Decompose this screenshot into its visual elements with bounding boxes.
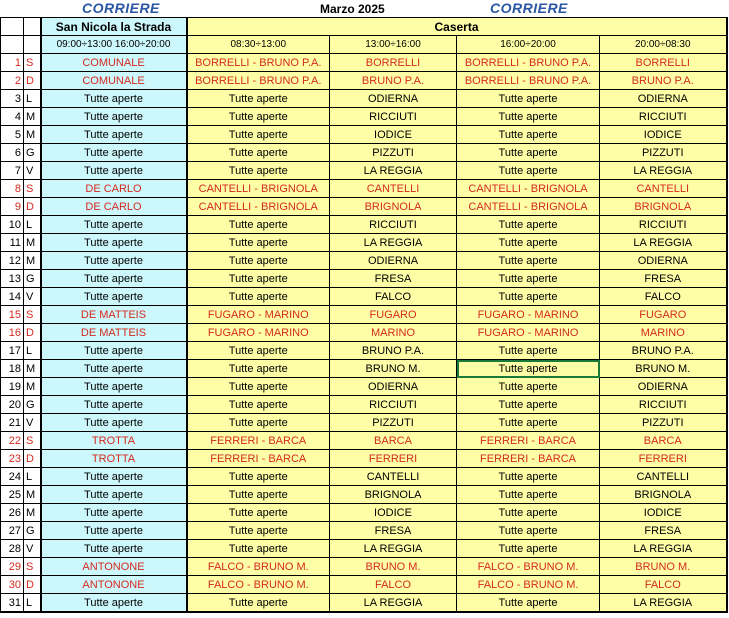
table-row xyxy=(1,108,727,126)
day-number[interactable]: 4 xyxy=(1,108,24,126)
caserta-slot-3-cell[interactable]: FALCO - BRUNO M. xyxy=(457,558,600,576)
caserta-slot-4-cell[interactable]: BRUNO P.A. xyxy=(600,342,727,360)
day-of-week[interactable]: D xyxy=(24,324,41,342)
table-row xyxy=(1,522,727,540)
caserta-slot-2-cell[interactable]: BRUNO M. xyxy=(330,360,457,378)
caserta-slot-3-cell[interactable]: Tutte aperte xyxy=(457,396,600,414)
caserta-slot-2-cell[interactable]: LA REGGIA xyxy=(330,162,457,180)
day-number[interactable]: 13 xyxy=(1,270,24,288)
table-row xyxy=(1,414,727,432)
caserta-slot-2-cell[interactable]: RICCIUTI xyxy=(330,108,457,126)
san-nicola-cell[interactable]: Tutte aperte xyxy=(41,486,187,504)
caserta-slot-2-cell[interactable]: BRUNO P.A. xyxy=(330,342,457,360)
day-number[interactable]: 8 xyxy=(1,180,24,198)
corriere-logo-right: CORRIERE xyxy=(490,0,568,16)
san-nicola-cell[interactable]: Tutte aperte xyxy=(41,216,187,234)
table-row xyxy=(1,144,727,162)
day-of-week[interactable]: D xyxy=(24,450,41,468)
time-slot-2[interactable]: 13:00÷16:00 xyxy=(330,36,457,54)
day-number[interactable]: 29 xyxy=(1,558,24,576)
day-number[interactable]: 19 xyxy=(1,378,24,396)
day-number[interactable]: 24 xyxy=(1,468,24,486)
san-nicola-time[interactable]: 09:00÷13:00 16:00÷20:00 xyxy=(41,36,187,54)
day-number[interactable]: 16 xyxy=(1,324,24,342)
day-of-week[interactable]: D xyxy=(24,72,41,90)
table-row xyxy=(1,558,727,576)
day-of-week[interactable]: S xyxy=(24,54,41,72)
caserta-slot-3-cell[interactable]: Tutte aperte xyxy=(457,234,600,252)
caserta-slot-1-cell[interactable]: FERRERI - BARCA xyxy=(187,450,330,468)
caserta-slot-3-cell[interactable]: Tutte aperte xyxy=(457,486,600,504)
table-row xyxy=(1,432,727,450)
day-of-week[interactable]: M xyxy=(24,504,41,522)
caserta-slot-2-cell[interactable]: FRESA xyxy=(330,522,457,540)
day-of-week[interactable]: M xyxy=(24,108,41,126)
caserta-slot-2-cell[interactable]: LA REGGIA xyxy=(330,540,457,558)
day-number[interactable]: 18 xyxy=(1,360,24,378)
schedule-table xyxy=(0,17,728,613)
caserta-slot-3-cell[interactable]: Tutte aperte xyxy=(457,270,600,288)
san-nicola-cell[interactable]: Tutte aperte xyxy=(41,396,187,414)
table-row xyxy=(1,90,727,108)
day-of-week[interactable]: M xyxy=(24,378,41,396)
day-number[interactable]: 9 xyxy=(1,198,24,216)
caserta-slot-2-cell[interactable]: FALCO xyxy=(330,288,457,306)
day-number[interactable]: 11 xyxy=(1,234,24,252)
day-of-week[interactable]: D xyxy=(24,576,41,594)
caserta-slot-3-cell[interactable]: FUGARO - MARINO xyxy=(457,306,600,324)
table-row xyxy=(1,288,727,306)
caserta-slot-1-cell[interactable]: Tutte aperte xyxy=(187,216,330,234)
caserta-slot-3-cell[interactable]: Tutte aperte xyxy=(457,162,600,180)
table-row xyxy=(1,126,727,144)
day-of-week[interactable]: M xyxy=(24,252,41,270)
caserta-slot-4-cell[interactable]: LA REGGIA xyxy=(600,540,727,558)
san-nicola-cell[interactable]: TROTTA xyxy=(41,450,187,468)
day-of-week[interactable]: M xyxy=(24,126,41,144)
caserta-slot-1-cell[interactable]: Tutte aperte xyxy=(187,522,330,540)
caserta-slot-3-cell[interactable]: Tutte aperte xyxy=(457,414,600,432)
day-of-week[interactable]: L xyxy=(24,594,41,613)
caserta-slot-4-cell[interactable]: IODICE xyxy=(600,126,727,144)
san-nicola-cell[interactable]: Tutte aperte xyxy=(41,234,187,252)
san-nicola-cell[interactable]: Tutte aperte xyxy=(41,90,187,108)
caserta-slot-4-cell[interactable]: FALCO xyxy=(600,576,727,594)
caserta-slot-2-cell[interactable]: BARCA xyxy=(330,432,457,450)
caserta-slot-1-cell[interactable]: Tutte aperte xyxy=(187,378,330,396)
san-nicola-cell[interactable]: Tutte aperte xyxy=(41,540,187,558)
caserta-slot-4-cell[interactable]: LA REGGIA xyxy=(600,162,727,180)
day-number[interactable]: 25 xyxy=(1,486,24,504)
day-of-week[interactable]: G xyxy=(24,396,41,414)
san-nicola-cell[interactable]: Tutte aperte xyxy=(41,468,187,486)
day-of-week[interactable]: M xyxy=(24,360,41,378)
caserta-slot-3-cell[interactable]: Tutte aperte xyxy=(457,594,600,613)
san-nicola-cell[interactable]: Tutte aperte xyxy=(41,288,187,306)
san-nicola-cell[interactable]: DE CARLO xyxy=(41,198,187,216)
san-nicola-cell[interactable]: COMUNALE xyxy=(41,54,187,72)
caserta-slot-2-cell[interactable]: RICCIUTI xyxy=(330,396,457,414)
caserta-slot-4-cell[interactable]: BRIGNOLA xyxy=(600,486,727,504)
caserta-slot-4-cell[interactable]: ODIERNA xyxy=(600,252,727,270)
caserta-slot-1-cell[interactable]: BORRELLI - BRUNO P.A. xyxy=(187,54,330,72)
caserta-slot-2-cell[interactable]: RICCIUTI xyxy=(330,216,457,234)
caserta-slot-3-cell[interactable]: Tutte aperte xyxy=(457,144,600,162)
caserta-slot-1-cell[interactable]: Tutte aperte xyxy=(187,288,330,306)
table-row xyxy=(1,324,727,342)
caserta-slot-3-cell[interactable]: Tutte aperte xyxy=(457,378,600,396)
san-nicola-cell[interactable]: Tutte aperte xyxy=(41,378,187,396)
san-nicola-cell[interactable]: Tutte aperte xyxy=(41,252,187,270)
caserta-slot-3-cell[interactable]: Tutte aperte xyxy=(457,126,600,144)
day-number[interactable]: 28 xyxy=(1,540,24,558)
caserta-slot-2-cell[interactable]: IODICE xyxy=(330,504,457,522)
day-of-week[interactable]: G xyxy=(24,522,41,540)
caserta-slot-1-cell[interactable]: FUGARO - MARINO xyxy=(187,306,330,324)
caserta-slot-4-cell[interactable]: BRUNO M. xyxy=(600,360,727,378)
caserta-header[interactable]: Caserta xyxy=(187,18,727,36)
day-number[interactable]: 7 xyxy=(1,162,24,180)
table-row xyxy=(1,54,727,72)
caserta-slot-1-cell[interactable]: CANTELLI - BRIGNOLA xyxy=(187,198,330,216)
day-number[interactable]: 6 xyxy=(1,144,24,162)
day-number[interactable]: 17 xyxy=(1,342,24,360)
caserta-slot-3-cell[interactable]: BORRELLI - BRUNO P.A. xyxy=(457,54,600,72)
caserta-slot-2-cell[interactable]: CANTELLI xyxy=(330,180,457,198)
day-of-week[interactable]: V xyxy=(24,162,41,180)
day-of-week[interactable]: L xyxy=(24,216,41,234)
san-nicola-cell[interactable]: DE MATTEIS xyxy=(41,324,187,342)
caserta-slot-2-cell[interactable]: PIZZUTI xyxy=(330,414,457,432)
day-number[interactable]: 10 xyxy=(1,216,24,234)
table-row xyxy=(1,468,727,486)
caserta-slot-3-cell[interactable]: Tutte aperte xyxy=(457,108,600,126)
caserta-slot-1-cell[interactable]: FALCO - BRUNO M. xyxy=(187,576,330,594)
time-slot-3[interactable]: 16:00÷20:00 xyxy=(457,36,600,54)
caserta-slot-2-cell[interactable]: FERRERI xyxy=(330,450,457,468)
corner-cell[interactable] xyxy=(1,18,24,36)
day-of-week[interactable]: V xyxy=(24,288,41,306)
sheet-top-strip xyxy=(0,0,729,17)
caserta-slot-3-cell[interactable]: Tutte aperte xyxy=(457,216,600,234)
caserta-slot-2-cell[interactable]: ODIERNA xyxy=(330,252,457,270)
day-of-week[interactable]: V xyxy=(24,414,41,432)
day-number[interactable]: 30 xyxy=(1,576,24,594)
caserta-slot-4-cell[interactable]: ODIERNA xyxy=(600,90,727,108)
caserta-slot-4-cell[interactable]: LA REGGIA xyxy=(600,594,727,613)
day-of-week[interactable]: D xyxy=(24,198,41,216)
day-of-week[interactable]: M xyxy=(24,486,41,504)
table-row xyxy=(1,504,727,522)
day-of-week[interactable]: G xyxy=(24,144,41,162)
table-row xyxy=(1,216,727,234)
caserta-slot-1-cell[interactable]: Tutte aperte xyxy=(187,126,330,144)
day-number[interactable]: 21 xyxy=(1,414,24,432)
san-nicola-cell[interactable]: Tutte aperte xyxy=(41,162,187,180)
page-title: Marzo 2025 xyxy=(320,2,385,16)
table-row xyxy=(1,540,727,558)
caserta-slot-2-cell[interactable]: BORRELLI xyxy=(330,54,457,72)
day-of-week[interactable]: V xyxy=(24,540,41,558)
caserta-slot-3-cell[interactable]: BORRELLI - BRUNO P.A. xyxy=(457,72,600,90)
day-of-week[interactable]: S xyxy=(24,180,41,198)
caserta-slot-2-cell[interactable]: CANTELLI xyxy=(330,468,457,486)
day-number[interactable]: 12 xyxy=(1,252,24,270)
caserta-slot-1-cell[interactable]: Tutte aperte xyxy=(187,342,330,360)
caserta-slot-2-cell[interactable]: PIZZUTI xyxy=(330,144,457,162)
table-row xyxy=(1,396,727,414)
caserta-slot-4-cell[interactable]: FERRERI xyxy=(600,450,727,468)
caserta-slot-4-cell[interactable]: BORRELLI xyxy=(600,54,727,72)
corner-cell-3[interactable] xyxy=(1,36,24,54)
table-row xyxy=(1,486,727,504)
time-slot-4[interactable]: 20:00÷08:30 xyxy=(600,36,727,54)
day-number[interactable]: 22 xyxy=(1,432,24,450)
table-row xyxy=(1,360,727,378)
caserta-slot-4-cell[interactable]: BARCA xyxy=(600,432,727,450)
caserta-slot-4-cell[interactable]: ODIERNA xyxy=(600,378,727,396)
caserta-slot-1-cell[interactable]: Tutte aperte xyxy=(187,252,330,270)
caserta-slot-4-cell[interactable]: CANTELLI xyxy=(600,180,727,198)
corner-cell-4[interactable] xyxy=(24,36,41,54)
table-row xyxy=(1,180,727,198)
caserta-slot-1-cell[interactable]: Tutte aperte xyxy=(187,234,330,252)
caserta-slot-1-cell[interactable]: FERRERI - BARCA xyxy=(187,432,330,450)
table-row xyxy=(1,576,727,594)
caserta-slot-4-cell[interactable]: RICCIUTI xyxy=(600,108,727,126)
caserta-slot-4-cell[interactable]: IODICE xyxy=(600,504,727,522)
caserta-slot-4-cell[interactable]: FALCO xyxy=(600,288,727,306)
table-row xyxy=(1,306,727,324)
caserta-slot-2-cell[interactable]: LA REGGIA xyxy=(330,234,457,252)
caserta-slot-3-cell[interactable]: Tutte aperte xyxy=(457,468,600,486)
caserta-slot-3-cell[interactable]: FALCO - BRUNO M. xyxy=(457,576,600,594)
day-of-week[interactable]: L xyxy=(24,90,41,108)
san-nicola-cell[interactable]: Tutte aperte xyxy=(41,270,187,288)
caserta-slot-1-cell[interactable]: Tutte aperte xyxy=(187,162,330,180)
caserta-slot-3-cell[interactable]: Tutte aperte xyxy=(457,90,600,108)
time-slot-1[interactable]: 08:30÷13:00 xyxy=(187,36,330,54)
day-number[interactable]: 5 xyxy=(1,126,24,144)
caserta-slot-3-cell[interactable]: Tutte aperte xyxy=(457,360,600,378)
day-number[interactable]: 15 xyxy=(1,306,24,324)
san-nicola-cell[interactable]: Tutte aperte xyxy=(41,594,187,613)
caserta-slot-2-cell[interactable]: FRESA xyxy=(330,270,457,288)
caserta-slot-4-cell[interactable]: PIZZUTI xyxy=(600,144,727,162)
caserta-slot-4-cell[interactable]: CANTELLI xyxy=(600,468,727,486)
corriere-logo-left: CORRIERE xyxy=(82,0,160,16)
caserta-slot-3-cell[interactable]: Tutte aperte xyxy=(457,540,600,558)
caserta-slot-2-cell[interactable]: MARINO xyxy=(330,324,457,342)
day-of-week[interactable]: L xyxy=(24,468,41,486)
caserta-slot-4-cell[interactable]: PIZZUTI xyxy=(600,414,727,432)
table-row xyxy=(1,450,727,468)
san-nicola-cell[interactable]: ANTONONE xyxy=(41,558,187,576)
san-nicola-header[interactable]: San Nicola la Strada xyxy=(41,18,187,36)
caserta-slot-4-cell[interactable]: FRESA xyxy=(600,522,727,540)
table-row xyxy=(1,378,727,396)
caserta-slot-1-cell[interactable]: CANTELLI - BRIGNOLA xyxy=(187,180,330,198)
table-row xyxy=(1,252,727,270)
caserta-slot-1-cell[interactable]: Tutte aperte xyxy=(187,414,330,432)
day-number[interactable]: 20 xyxy=(1,396,24,414)
caserta-slot-3-cell[interactable]: Tutte aperte xyxy=(457,522,600,540)
caserta-slot-4-cell[interactable]: LA REGGIA xyxy=(600,234,727,252)
day-number[interactable]: 27 xyxy=(1,522,24,540)
caserta-slot-1-cell[interactable]: Tutte aperte xyxy=(187,468,330,486)
san-nicola-cell[interactable]: Tutte aperte xyxy=(41,504,187,522)
san-nicola-cell[interactable]: Tutte aperte xyxy=(41,414,187,432)
caserta-slot-4-cell[interactable]: BRIGNOLA xyxy=(600,198,727,216)
caserta-slot-3-cell[interactable]: Tutte aperte xyxy=(457,342,600,360)
caserta-slot-2-cell[interactable]: BRUNO P.A. xyxy=(330,72,457,90)
caserta-slot-4-cell[interactable]: RICCIUTI xyxy=(600,216,727,234)
san-nicola-cell[interactable]: Tutte aperte xyxy=(41,342,187,360)
table-row xyxy=(1,162,727,180)
caserta-slot-4-cell[interactable]: BRUNO P.A. xyxy=(600,72,727,90)
day-of-week[interactable]: S xyxy=(24,558,41,576)
caserta-slot-1-cell[interactable]: Tutte aperte xyxy=(187,270,330,288)
caserta-slot-1-cell[interactable]: Tutte aperte xyxy=(187,396,330,414)
caserta-slot-4-cell[interactable]: FRESA xyxy=(600,270,727,288)
table-row xyxy=(1,270,727,288)
caserta-slot-1-cell[interactable]: FALCO - BRUNO M. xyxy=(187,558,330,576)
caserta-slot-2-cell[interactable]: BRIGNOLA xyxy=(330,486,457,504)
caserta-slot-4-cell[interactable]: FUGARO xyxy=(600,306,727,324)
caserta-slot-2-cell[interactable]: IODICE xyxy=(330,126,457,144)
caserta-slot-2-cell[interactable]: BRUNO M. xyxy=(330,558,457,576)
table-row xyxy=(1,594,727,613)
caserta-slot-2-cell[interactable]: ODIERNA xyxy=(330,90,457,108)
table-row xyxy=(1,72,727,90)
caserta-slot-1-cell[interactable]: Tutte aperte xyxy=(187,594,330,613)
caserta-slot-1-cell[interactable]: BORRELLI - BRUNO P.A. xyxy=(187,72,330,90)
san-nicola-cell[interactable]: Tutte aperte xyxy=(41,522,187,540)
caserta-slot-3-cell[interactable]: Tutte aperte xyxy=(457,252,600,270)
day-of-week[interactable]: L xyxy=(24,342,41,360)
day-of-week[interactable]: S xyxy=(24,306,41,324)
san-nicola-cell[interactable]: DE CARLO xyxy=(41,180,187,198)
san-nicola-cell[interactable]: Tutte aperte xyxy=(41,126,187,144)
caserta-slot-1-cell[interactable]: Tutte aperte xyxy=(187,90,330,108)
day-number[interactable]: 1 xyxy=(1,54,24,72)
caserta-slot-3-cell[interactable]: CANTELLI - BRIGNOLA xyxy=(457,180,600,198)
table-row xyxy=(1,342,727,360)
day-number[interactable]: 14 xyxy=(1,288,24,306)
day-of-week[interactable]: M xyxy=(24,234,41,252)
caserta-slot-2-cell[interactable]: LA REGGIA xyxy=(330,594,457,613)
san-nicola-cell[interactable]: ANTONONE xyxy=(41,576,187,594)
caserta-slot-1-cell[interactable]: Tutte aperte xyxy=(187,504,330,522)
table-row xyxy=(1,198,727,216)
caserta-slot-3-cell[interactable]: FERRERI - BARCA xyxy=(457,432,600,450)
caserta-slot-2-cell[interactable]: FALCO xyxy=(330,576,457,594)
caserta-slot-2-cell[interactable]: FUGARO xyxy=(330,306,457,324)
day-of-week[interactable]: G xyxy=(24,270,41,288)
day-of-week[interactable]: S xyxy=(24,432,41,450)
day-number[interactable]: 26 xyxy=(1,504,24,522)
caserta-slot-2-cell[interactable]: ODIERNA xyxy=(330,378,457,396)
corner-cell-2[interactable] xyxy=(24,18,41,36)
caserta-slot-3-cell[interactable]: FUGARO - MARINO xyxy=(457,324,600,342)
san-nicola-cell[interactable]: Tutte aperte xyxy=(41,144,187,162)
san-nicola-cell[interactable]: DE MATTEIS xyxy=(41,306,187,324)
caserta-slot-2-cell[interactable]: BRIGNOLA xyxy=(330,198,457,216)
caserta-slot-4-cell[interactable]: BRUNO M. xyxy=(600,558,727,576)
caserta-slot-1-cell[interactable]: FUGARO - MARINO xyxy=(187,324,330,342)
day-number[interactable]: 3 xyxy=(1,90,24,108)
caserta-slot-4-cell[interactable]: RICCIUTI xyxy=(600,396,727,414)
san-nicola-cell[interactable]: TROTTA xyxy=(41,432,187,450)
caserta-slot-1-cell[interactable]: Tutte aperte xyxy=(187,144,330,162)
caserta-slot-1-cell[interactable]: Tutte aperte xyxy=(187,108,330,126)
caserta-slot-4-cell[interactable]: MARINO xyxy=(600,324,727,342)
caserta-slot-1-cell[interactable]: Tutte aperte xyxy=(187,360,330,378)
caserta-slot-3-cell[interactable]: Tutte aperte xyxy=(457,504,600,522)
caserta-slot-3-cell[interactable]: FERRERI - BARCA xyxy=(457,450,600,468)
san-nicola-cell[interactable]: Tutte aperte xyxy=(41,360,187,378)
caserta-slot-1-cell[interactable]: Tutte aperte xyxy=(187,486,330,504)
san-nicola-cell[interactable]: Tutte aperte xyxy=(41,108,187,126)
day-number[interactable]: 2 xyxy=(1,72,24,90)
day-number[interactable]: 31 xyxy=(1,594,24,613)
caserta-slot-3-cell[interactable]: Tutte aperte xyxy=(457,288,600,306)
caserta-slot-3-cell[interactable]: CANTELLI - BRIGNOLA xyxy=(457,198,600,216)
san-nicola-cell[interactable]: COMUNALE xyxy=(41,72,187,90)
table-row xyxy=(1,234,727,252)
caserta-slot-1-cell[interactable]: Tutte aperte xyxy=(187,540,330,558)
day-number[interactable]: 23 xyxy=(1,450,24,468)
